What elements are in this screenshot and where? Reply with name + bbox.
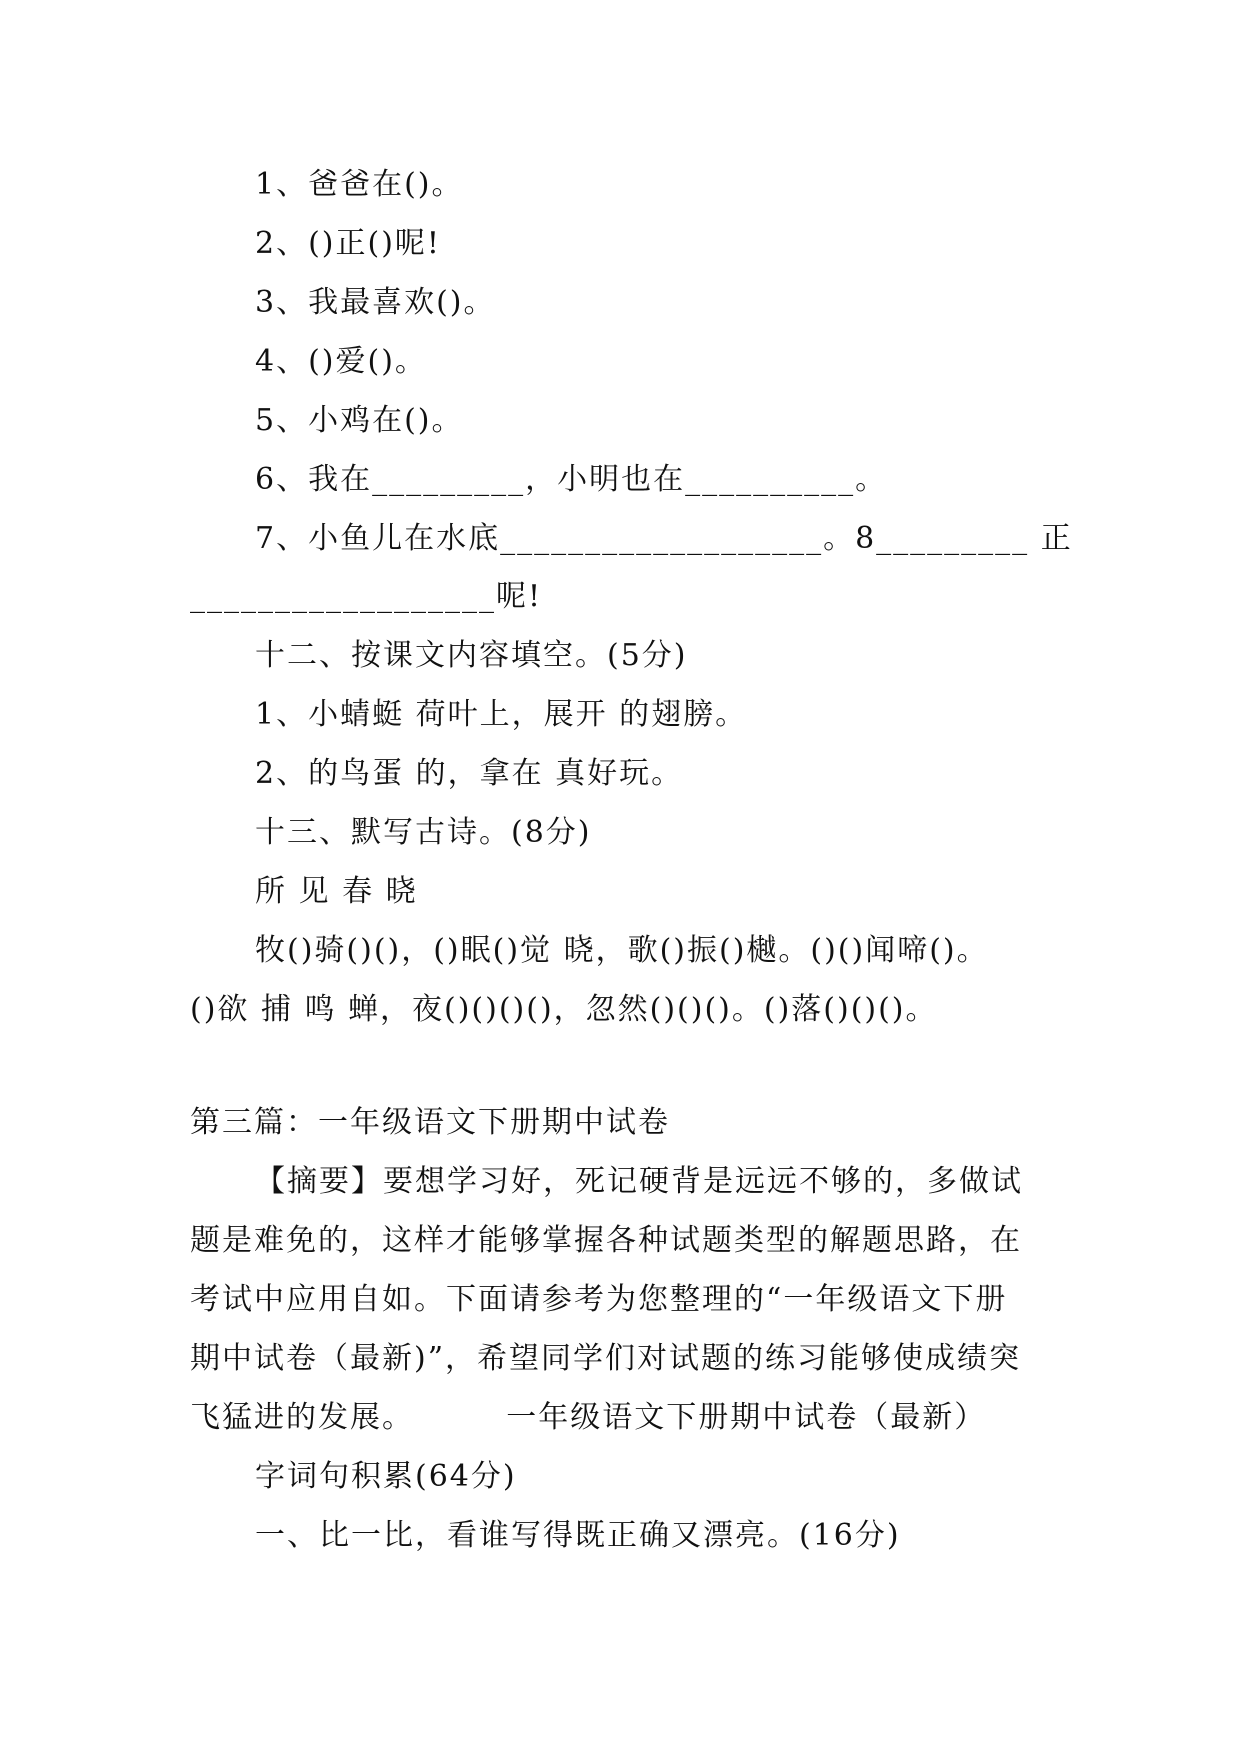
abstract-line-5: 飞猛进的发展。 一年级语文下册期中试卷（最新）: [190, 1400, 987, 1435]
abstract-line-3: 考试中应用自如。下面请参考为您整理的“一年级语文下册: [190, 1282, 1008, 1317]
poem-line-2: ()欲 捕 鸣 蝉，夜()()()()，忽然()()()。()落()()()。: [190, 992, 938, 1027]
fill-item-6: 6、我在_________，小明也在__________。: [255, 462, 888, 497]
poem-titles: 所 见 春 晓: [255, 874, 418, 909]
fill-item-5: 5、小鸡在()。: [255, 403, 464, 438]
abstract-line-4: 期中试卷（最新)”，希望同学们对试题的练习能够使成绩突: [190, 1341, 1022, 1376]
abstract-line-2: 题是难免的，这样才能够掌握各种试题类型的解题思路，在: [190, 1223, 1022, 1258]
section-12-heading: 十二、按课文内容填空。(5分): [255, 638, 688, 673]
abstract-line-1: 【摘要】要想学习好，死记硬背是远远不够的，多做试: [255, 1164, 1023, 1199]
fill-item-1: 1、爸爸在()。: [255, 167, 464, 202]
fill-item-3: 3、我最喜欢()。: [255, 285, 496, 320]
part3-title: 第三篇：一年级语文下册期中试卷: [190, 1105, 670, 1140]
fill-item-2: 2、()正()呢!: [255, 226, 441, 261]
subheading-2: 一、比一比，看谁写得既正确又漂亮。(16分): [255, 1518, 901, 1553]
fill-item-4: 4、()爱()。: [255, 344, 427, 379]
section-13-heading: 十三、默写古诗。(8分): [255, 815, 592, 850]
section-12-item-2: 2、的鸟蛋 的，拿在 真好玩。: [255, 756, 684, 791]
subheading-1: 字词句积累(64分): [255, 1459, 517, 1494]
fill-item-7-continued: __________________呢!: [190, 579, 543, 614]
poem-line-1: 牧()骑()()，()眠()觉 晓，歌()振()樾。()()闻啼()。: [255, 933, 989, 968]
section-12-item-1: 1、小蜻蜓 荷叶上，展开 的翅膀。: [255, 697, 748, 732]
fill-item-7: 7、小鱼儿在水底___________________。8_________ 正: [255, 521, 1073, 556]
